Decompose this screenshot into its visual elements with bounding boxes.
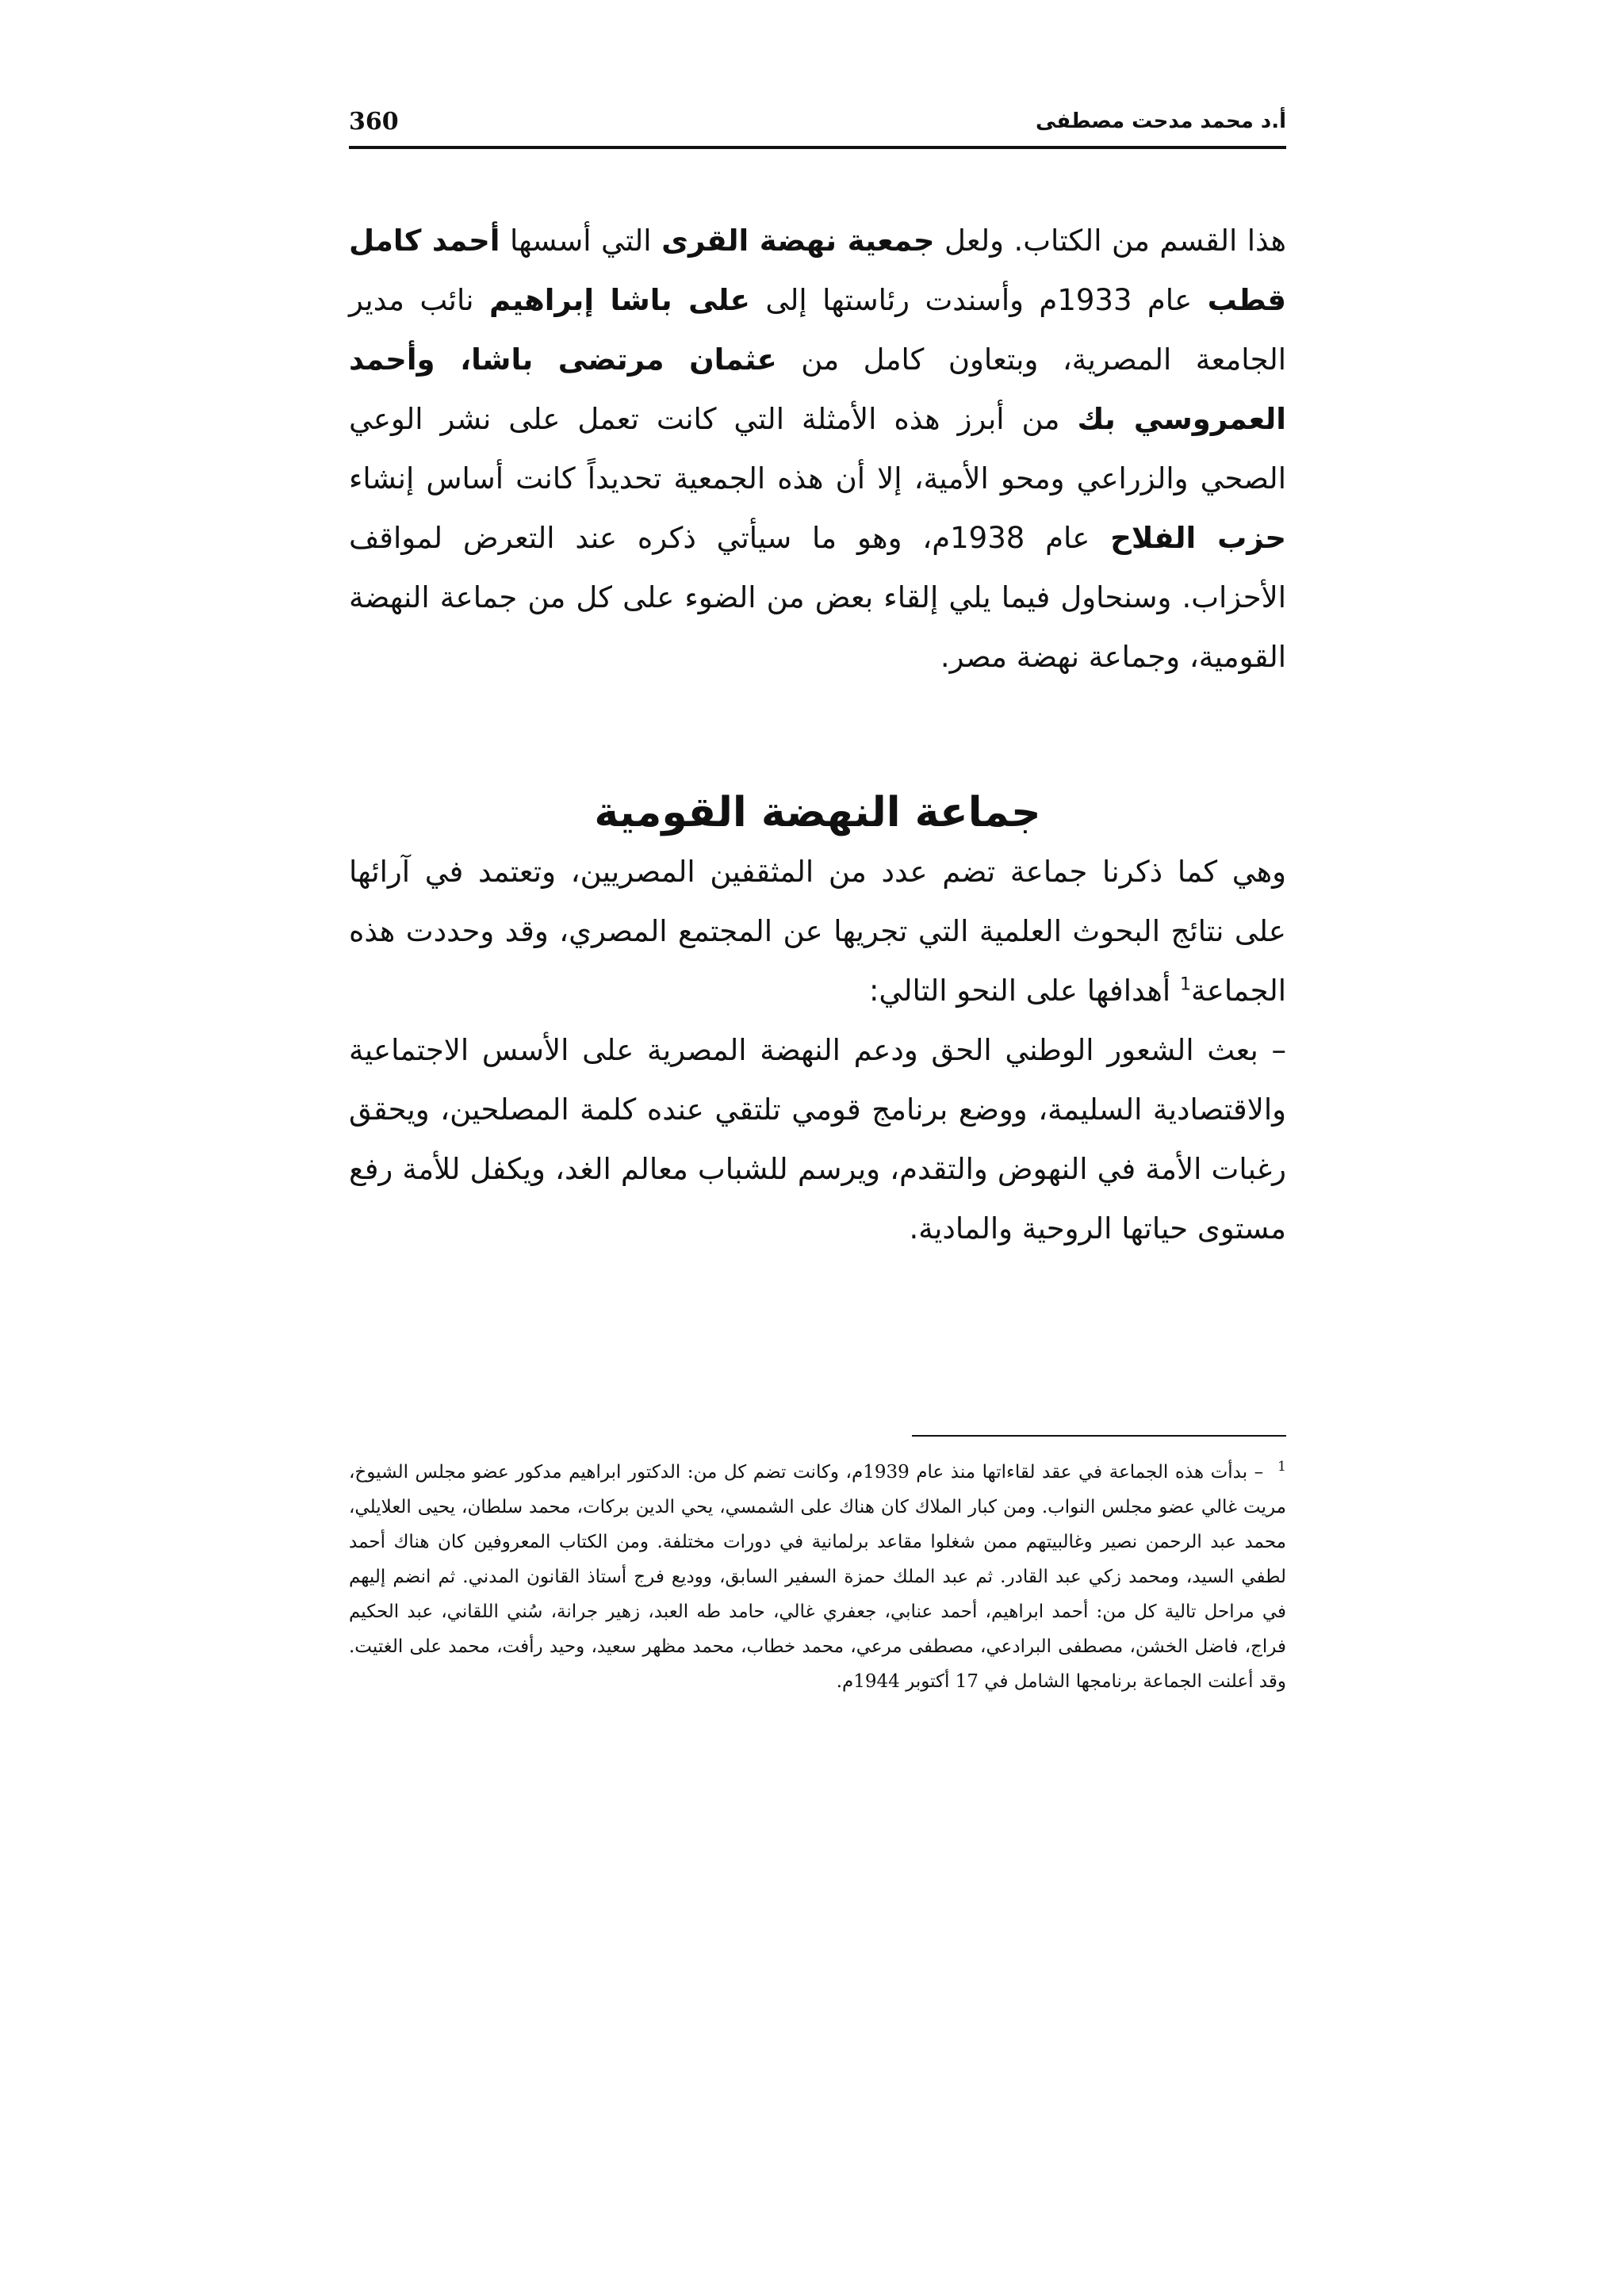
footnote-rule — [912, 1435, 1286, 1437]
intro-text-4: نائب مدير الجامعة المصرية، وبتعاون كامل من — [349, 283, 1287, 377]
footnote-number: 1 — [1277, 1459, 1286, 1475]
section-body — [349, 842, 1286, 1258]
running-header-author: أ.د محمد مدحت مصطفى — [1035, 109, 1286, 133]
section-paragraph-1-tail: أهدافها على النحو التالي: — [868, 974, 1180, 1008]
intro-bold-3: على باشا إبراهيم — [488, 283, 750, 317]
intro-text-1: هذا القسم من الكتاب. ولعل — [934, 224, 1286, 258]
intro-text-2: التي أسسها — [500, 224, 662, 258]
footnote — [349, 1455, 1286, 1699]
section-heading: جماعة النهضة القومية — [594, 789, 1041, 836]
footnote-text: – بدأت هذه الجماعة في عقد لقاءاتها منذ عام 1939م، وكانت تضم كل من: الدكتور ابراهيم مدكور عضو مجلس الشيوخ، مريت غالي عضو مجلس النواب. ومن كبار الملاك كان هناك على الشمسي، يحي الدين بركات، محمد سلطان، يحيى العلايلي، محمد عبد الرحمن نصير وغالبيتهم ممن شغلوا مقاعد برلمانية في دورات مختلفة. ومن الكتاب المعروفين كان هناك أحمد لطفي السيد، ومحمد زكي عبد القادر. ثم عبد الملك حمزة السفير السابق، ووديع فرج أستاذ القانون المدني. ثم انضم إليهم في مراحل تالية كل من: أحمد ابراهيم، أحمد عنابي، جعفري غالي، حامد طه العبد، زهير جرانة، سُني اللقاني، عبد الحكيم فراج، فاضل الخشن، مصطفى البرادعي، مصطفى مرعي، محمد خطاب، محمد مظهر سعيد، وحيد رأفت، محمد على الغتيت. وقد أعلنت الجماعة برنامجها الشامل في 17 أكتوبر 1944م. — [349, 1462, 1286, 1692]
footnote-reference[interactable]: 1 — [1179, 974, 1191, 995]
intro-bold-1: جمعية نهضة القرى — [661, 224, 935, 258]
header-rule — [349, 146, 1286, 149]
intro-paragraph — [349, 211, 1286, 687]
section-paragraph-2: – بعث الشعور الوطني الحق ودعم النهضة المصرية على الأسس الاجتماعية والاقتصادية السليمة، ووضع برنامج قومي تلتقي عنده كلمة المصلحين، ويحقق رغبات الأمة في النهوض والتقدم، ويرسم للشباب معالم الغد، ويكفل للأمة رفع مستوى حياتها الروحية والمادية. — [349, 1033, 1286, 1246]
intro-text-3: عام 1933م وأسندت رئاستها إلى — [749, 283, 1208, 317]
page-number: 360 — [349, 108, 399, 136]
page-header — [349, 108, 1286, 147]
section-paragraph-1 — [349, 842, 1286, 1020]
intro-bold-5: حزب الفلاح — [1110, 521, 1286, 555]
intro-bold-2: أحمد كامل قطب — [349, 224, 1286, 317]
intro-bold-4: عثمان مرتضى باشا، وأحمد العمروسي بك — [349, 342, 1286, 436]
intro-text-6: عام 1938م، وهو ما سيأتي ذكره عند التعرض لمواقف الأحزاب. وسنحاول فيما يلي إلقاء بعض من الضوء على كل من جماعة النهضة القومية، وجماعة نهضة مصر. — [349, 521, 1286, 674]
section-paragraph-1-text: وهي كما ذكرنا جماعة تضم عدد من المثقفين المصريين، وتعتمد في آرائها على نتائج البحوث العلمية التي تجريها عن المجتمع المصري، وقد وحددت هذه الجماعة — [349, 855, 1286, 1008]
intro-text-5: من أبرز هذه الأمثلة التي كانت تعمل على نشر الوعي الصحي والزراعي ومحو الأمية، إلا أن هذه الجمعية تحديداً كانت أساس إنشاء — [349, 402, 1286, 496]
